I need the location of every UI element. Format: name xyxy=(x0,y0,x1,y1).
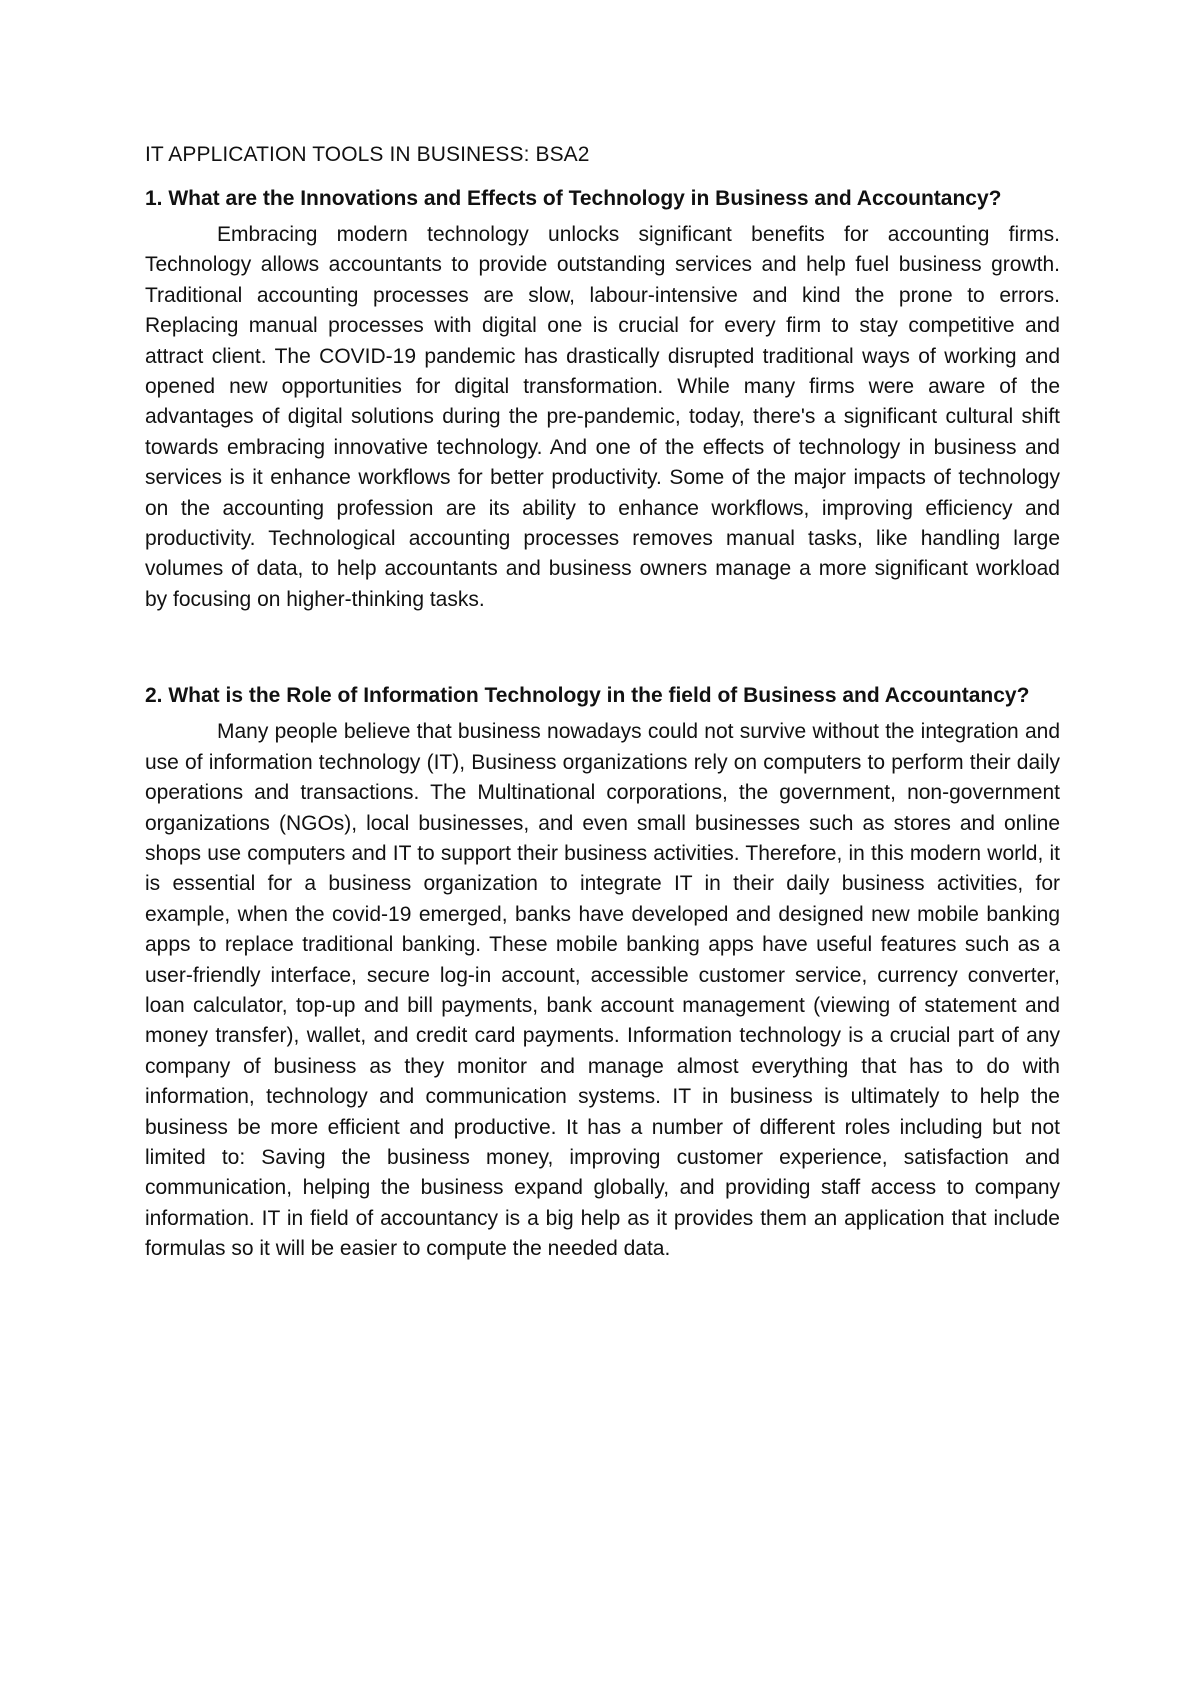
answer-1: Embracing modern technology unlocks significant benefits for accounting firms. Technology allows accountants to provide outstanding services and help fuel business growth. Traditional accounting processes are slow, labour-intensive and kind the prone to errors. Replacing manual processes with digital one is crucial for every firm to stay competitive and attract client. The COVID-19 pandemic has drastically disrupted traditional ways of working and opened new opportunities for digital transformation. While many firms were aware of the advantages of digital solutions during the pre-pandemic, today, there's a significant cultural shift towards embracing innovative technology. And one of the effects of technology in business and services is it enhance workflows for better productivity. Some of the major impacts of technology on the accounting profession are its ability to enhance workflows, improving efficiency and productivity. Technological accounting processes removes manual tasks, like handling large volumes of data, to help accountants and business owners manage a more significant workload by focusing on higher-thinking tasks. xyxy=(145,223,1060,611)
section-1 xyxy=(145,184,1060,615)
answer-2: Many people believe that business nowadays could not survive without the integration and use of information technology (IT), Business organizations rely on computers to perform their daily operations and transactions. The Multinational corporations, the government, non-government organizations (NGOs), local businesses, and even small businesses such as stores and online shops use computers and IT to support their business activities. Therefore, in this modern world, it is essential for a business organization to integrate IT in their daily business activities, for example, when the covid-19 emerged, banks have developed and designed new mobile banking apps to replace traditional banking. These mobile banking apps have useful features such as a user-friendly interface, secure log-in account, accessible customer service, currency converter, loan calculator, top-up and bill payments, bank account management (viewing of statement and money transfer), wallet, and credit card payments. Information technology is a crucial part of any company of business as they monitor and manage almost everything that has to do with information, technology and communication systems. IT in business is ultimately to help the business be more efficient and productive. It has a number of different roles including but not limited to: Saving the business money, improving customer experience, satisfaction and communication, helping the business expand globally, and providing staff access to company information. IT in field of accountancy is a big help as it provides them an application that include formulas so it will be easier to compute the needed data. xyxy=(145,720,1060,1261)
question-1-text: What are the Innovations and Effects of Technology in Business and Accountancy? xyxy=(168,187,1002,210)
section-2 xyxy=(145,681,1060,1264)
question-2-number: 2. xyxy=(145,684,163,708)
question-2 xyxy=(145,681,1060,711)
question-1 xyxy=(145,184,1060,214)
section-spacer xyxy=(145,615,1060,681)
document-title: IT APPLICATION TOOLS IN BUSINESS: BSA2 xyxy=(145,143,590,166)
document-page xyxy=(145,140,1060,1265)
question-2-text: What is the Role of Information Technology in the field of Business and Accountancy? xyxy=(168,684,1030,708)
question-1-number: 1. xyxy=(145,187,163,210)
